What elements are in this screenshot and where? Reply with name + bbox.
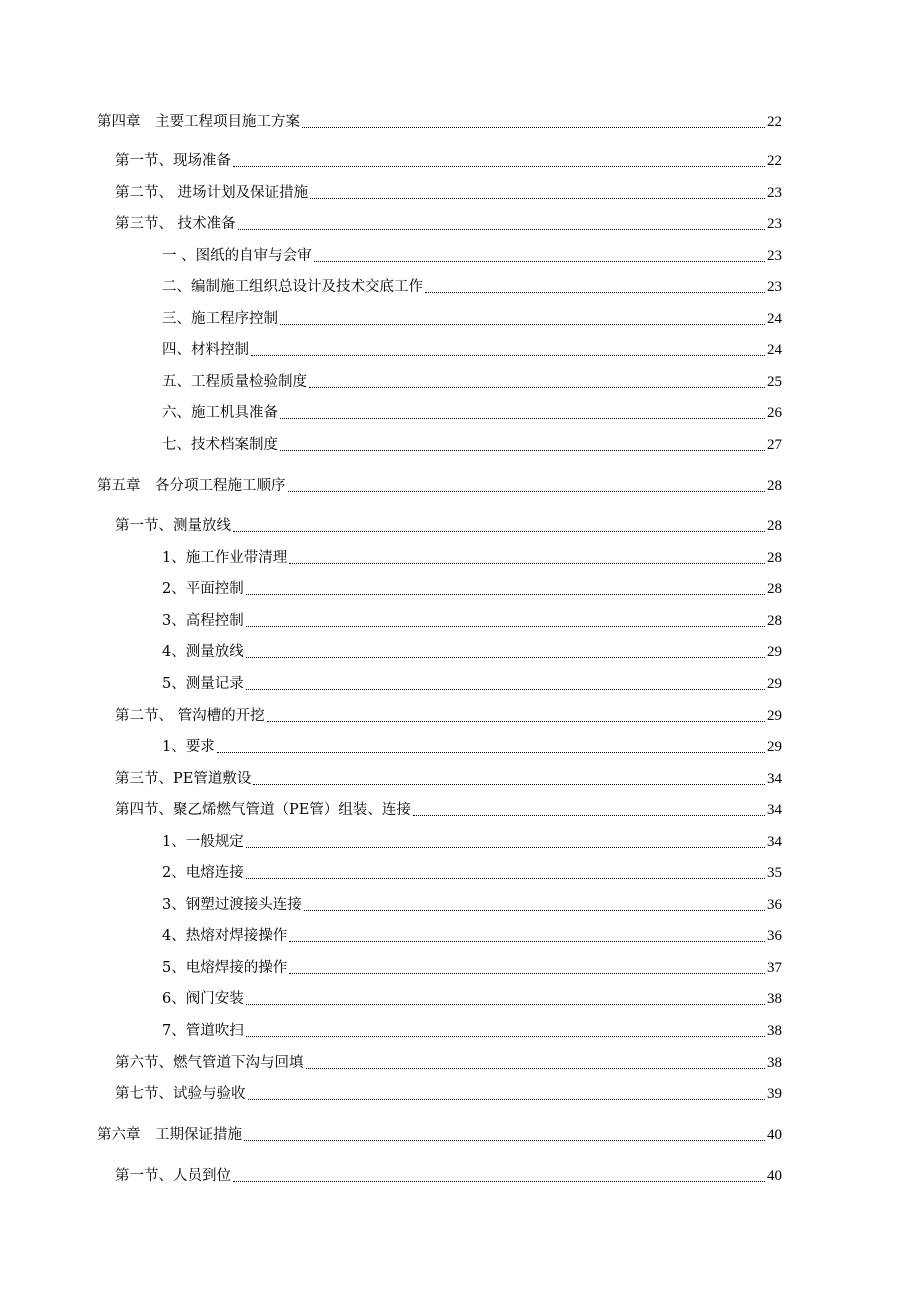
toc-dot-leader	[217, 752, 765, 753]
toc-entry-section[interactable]	[115, 1051, 782, 1075]
toc-entry-section[interactable]	[115, 1082, 782, 1106]
toc-dot-leader	[233, 1181, 765, 1182]
toc-dot-leader	[280, 418, 765, 419]
toc-entry-page: 38	[767, 1023, 782, 1039]
toc-entry-subsection[interactable]	[162, 924, 782, 948]
toc-entry-title: 五、工程质量检验制度	[162, 374, 307, 390]
toc-entry-subsection[interactable]	[162, 956, 782, 980]
toc-dot-leader	[238, 229, 765, 230]
toc-dot-leader	[233, 531, 765, 532]
toc-entry-section[interactable]	[115, 767, 782, 791]
toc-entry-title: 第七节、试验与验收	[115, 1086, 246, 1102]
toc-entry-subsection[interactable]	[162, 987, 782, 1011]
toc-entry-title: 四、材料控制	[162, 342, 249, 358]
toc-entry-section[interactable]	[115, 704, 782, 728]
toc-entry-page: 23	[767, 185, 782, 201]
toc-entry-title: 第一节、现场准备	[115, 153, 231, 169]
toc-entry-title: 第二节、 管沟槽的开挖	[115, 708, 265, 724]
toc-dot-leader	[246, 594, 765, 595]
toc-entry-title: 3、高程控制	[162, 613, 244, 629]
toc-entry-title: 第六章 工期保证措施	[97, 1127, 242, 1143]
toc-dot-leader	[246, 847, 765, 848]
toc-entry-page: 22	[767, 153, 782, 169]
toc-entry-subsection[interactable]	[162, 546, 782, 570]
toc-dot-leader	[246, 657, 765, 658]
toc-entry-subsection[interactable]	[162, 1019, 782, 1043]
toc-dot-leader	[246, 878, 765, 879]
toc-entry-subsection[interactable]	[162, 244, 782, 268]
toc-entry-section[interactable]	[115, 798, 782, 822]
toc-entry-page: 37	[767, 960, 782, 976]
toc-entry-title: 第二节、 进场计划及保证措施	[115, 185, 309, 201]
toc-entry-page: 36	[767, 897, 782, 913]
toc-entry-subsection[interactable]	[162, 640, 782, 664]
toc-dot-leader	[289, 941, 765, 942]
toc-entry-title: 第一节、测量放线	[115, 518, 231, 534]
toc-entry-title: 1、要求	[162, 739, 215, 755]
toc-entry-title: 2、平面控制	[162, 581, 244, 597]
toc-entry-page: 29	[767, 739, 782, 755]
toc-dot-leader	[289, 563, 765, 564]
toc-entry-title: 第五章 各分项工程施工顺序	[97, 478, 286, 494]
toc-entry-chapter[interactable]	[97, 474, 782, 498]
toc-entry-page: 39	[767, 1086, 782, 1102]
toc-dot-leader	[251, 355, 765, 356]
toc-entry-title: 第三节、PE管道敷设	[115, 771, 252, 787]
toc-dot-leader	[280, 324, 765, 325]
toc-entry-page: 34	[767, 771, 782, 787]
toc-entry-title: 1、施工作业带清理	[162, 550, 288, 566]
toc-dot-leader	[425, 292, 765, 293]
toc-entry-subsection[interactable]	[162, 338, 782, 362]
toc-entry-subsection[interactable]	[162, 401, 782, 425]
toc-entry-subsection[interactable]	[162, 275, 782, 299]
toc-entry-page: 29	[767, 708, 782, 724]
toc-entry-page: 28	[767, 518, 782, 534]
toc-dot-leader	[253, 784, 765, 785]
toc-dot-leader	[289, 973, 765, 974]
toc-entry-page: 29	[767, 676, 782, 692]
toc-entry-page: 38	[767, 1055, 782, 1071]
toc-entry-page: 23	[767, 279, 782, 295]
toc-entry-page: 38	[767, 991, 782, 1007]
toc-entry-title: 7、管道吹扫	[162, 1023, 244, 1039]
toc-dot-leader	[246, 1036, 765, 1037]
toc-dot-leader	[233, 166, 765, 167]
toc-dot-leader	[246, 689, 765, 690]
toc-dot-leader	[288, 491, 766, 492]
toc-entry-page: 28	[767, 550, 782, 566]
toc-entry-page: 35	[767, 865, 782, 881]
toc-entry-subsection[interactable]	[162, 370, 782, 394]
toc-dot-leader	[310, 198, 765, 199]
toc-entry-section[interactable]	[115, 514, 782, 538]
toc-dot-leader	[306, 1068, 766, 1069]
toc-entry-title: 5、电熔焊接的操作	[162, 960, 288, 976]
toc-entry-title: 1、一般规定	[162, 834, 244, 850]
toc-dot-leader	[302, 127, 765, 128]
toc-entry-section[interactable]	[115, 181, 782, 205]
toc-entry-title: 6、阀门安装	[162, 991, 244, 1007]
toc-entry-title: 七、技术档案制度	[162, 437, 278, 453]
toc-entry-title: 一 、图纸的自审与会审	[162, 248, 312, 264]
toc-entry-title: 第三节、 技术准备	[115, 216, 236, 232]
toc-entry-page: 26	[767, 405, 782, 421]
toc-dot-leader	[248, 1099, 766, 1100]
toc-entry-page: 23	[767, 248, 782, 264]
toc-entry-title: 二、编制施工组织总设计及技术交底工作	[162, 279, 423, 295]
toc-entry-subsection[interactable]	[162, 577, 782, 601]
toc-entry-subsection[interactable]	[162, 861, 782, 885]
toc-dot-leader	[267, 721, 765, 722]
toc-entry-page: 24	[767, 311, 782, 327]
toc-entry-page: 40	[767, 1168, 782, 1184]
toc-entry-page: 29	[767, 644, 782, 660]
toc-entry-subsection[interactable]	[162, 735, 782, 759]
toc-entry-page: 34	[767, 834, 782, 850]
toc-entry-page: 40	[767, 1127, 782, 1143]
toc-entry-title: 2、电熔连接	[162, 865, 244, 881]
toc-entry-chapter[interactable]	[97, 110, 782, 134]
toc-dot-leader	[413, 815, 765, 816]
toc-entry-section[interactable]	[115, 149, 782, 173]
toc-entry-page: 28	[767, 613, 782, 629]
toc-entry-title: 4、测量放线	[162, 644, 244, 660]
toc-entry-title: 4、热熔对焊接操作	[162, 928, 288, 944]
toc-entry-page: 25	[767, 374, 782, 390]
toc-entry-title: 5、测量记录	[162, 676, 244, 692]
toc-entry-subsection[interactable]	[162, 433, 782, 457]
toc-entry-page: 28	[767, 478, 782, 494]
toc-entry-section[interactable]	[115, 1164, 782, 1188]
toc-entry-page: 36	[767, 928, 782, 944]
toc-entry-title: 第六节、燃气管道下沟与回填	[115, 1055, 304, 1071]
toc-dot-leader	[246, 626, 765, 627]
toc-dot-leader	[246, 1004, 765, 1005]
toc-entry-title: 第四章 主要工程项目施工方案	[97, 114, 300, 130]
toc-dot-leader	[314, 261, 765, 262]
toc-entry-page: 24	[767, 342, 782, 358]
toc-entry-subsection[interactable]	[162, 893, 782, 917]
toc-entry-title: 3、钢塑过渡接头连接	[162, 897, 302, 913]
toc-entry-page: 27	[767, 437, 782, 453]
toc-dot-leader	[304, 910, 765, 911]
toc-dot-leader	[309, 387, 765, 388]
toc-entry-subsection[interactable]	[162, 672, 782, 696]
toc-entry-page: 22	[767, 114, 782, 130]
toc-entry-title: 第一节、人员到位	[115, 1168, 231, 1184]
toc-entry-page: 23	[767, 216, 782, 232]
toc-entry-title: 三、施工程序控制	[162, 311, 278, 327]
toc-entry-chapter[interactable]	[97, 1123, 782, 1147]
toc-dot-leader	[280, 450, 765, 451]
toc-entry-subsection[interactable]	[162, 609, 782, 633]
toc-entry-section[interactable]	[115, 212, 782, 236]
toc-dot-leader	[244, 1140, 765, 1141]
toc-entry-subsection[interactable]	[162, 307, 782, 331]
toc-entry-title: 第四节、聚乙烯燃气管道（PE管）组装、连接	[115, 802, 411, 818]
toc-entry-page: 34	[767, 802, 782, 818]
toc-entry-subsection[interactable]	[162, 830, 782, 854]
toc-entry-page: 28	[767, 581, 782, 597]
toc-entry-title: 六、施工机具准备	[162, 405, 278, 421]
